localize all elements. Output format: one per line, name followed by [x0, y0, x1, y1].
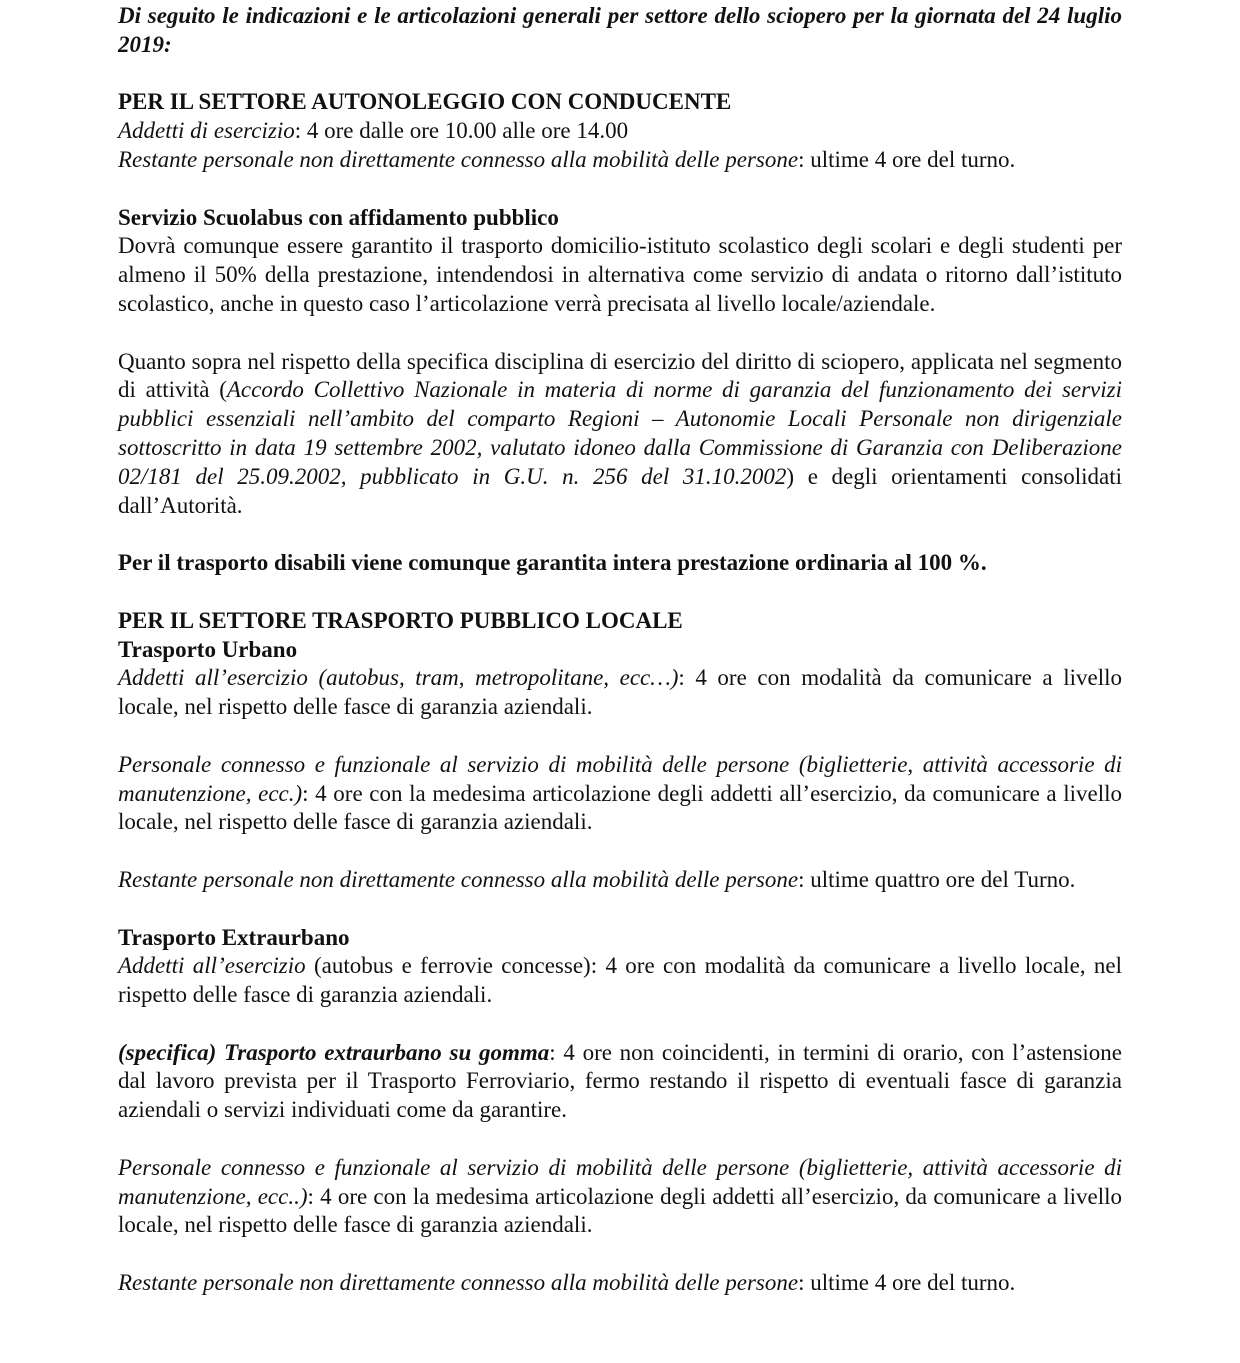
scuolabus-paragraph: Dovrà comunque essere garantito il trasporto domicilio-istituto scolastico degli scolari e degli studenti per almeno il 50% della prestazione, intendendosi in alternativa come servizio di andata o ritorno dall’istituto scolastico, anche in questo caso l’articolazione verrà precisata al livello locale/aziendale.	[118, 233, 1122, 316]
restante-text: : ultime 4 ore del turno.	[798, 1270, 1016, 1296]
quanto-paragraph	[118, 348, 1122, 521]
spacer	[118, 837, 1122, 866]
restante-text: : ultime 4 ore del turno.	[798, 146, 1016, 172]
spacer	[118, 319, 1122, 348]
restante-text: : ultime quattro ore del Turno.	[798, 866, 1076, 892]
subheading-scuolabus: Servizio Scuolabus con affidamento pubblico	[118, 204, 559, 230]
spacer	[118, 578, 1122, 607]
addetti-label: Addetti all’esercizio	[118, 953, 306, 979]
extraurbano-restante	[118, 1269, 1122, 1298]
specifica-label: Trasporto extraurbano su gomma	[224, 1039, 550, 1065]
document-page	[118, 2, 1122, 1298]
autonoleggio-addetti	[118, 117, 1122, 146]
spacer	[118, 1125, 1122, 1154]
restante-label: Restante personale non direttamente connesso alla mobilità delle persone	[118, 146, 799, 172]
urbano-addetti	[118, 664, 1122, 722]
restante-label: Restante personale non direttamente connesso alla mobilità delle persone	[118, 866, 799, 892]
connesso-label: Personale connesso e funzionale al servizio di mobilità delle persone (biglietterie, attività accessorie di manutenzione, ecc..)	[118, 1154, 1122, 1209]
addetti-text: (autobus e ferrovie concesse): 4 ore con modalità da comunicare a livello locale, nel rispetto delle fasce di garanzia aziendali.	[118, 953, 1122, 1008]
specifica-text: : 4 ore non coincidenti, in termini di orario, con l’astensione dal lavoro prevista per il Trasporto Ferroviario, fermo restando il rispetto di eventuali fasce di garanzia aziendali o servizi individuati come da garantire.	[118, 1039, 1123, 1123]
addetti-label: Addetti di esercizio	[118, 118, 295, 144]
section-heading-tpl: PER IL SETTORE TRASPORTO PUBBLICO LOCALE	[118, 607, 683, 633]
connesso-label: Personale connesso e funzionale al servizio di mobilità delle persone (biglietterie, attività accessorie di manutenzione, ecc.)	[118, 751, 1122, 806]
quanto-text-b: ) e degli orientamenti consolidati dall’Autorità.	[118, 463, 1122, 518]
connesso-text: : 4 ore con la medesima articolazione degli addetti all’esercizio, da comunicare a livello locale, nel rispetto delle fasce di garanzia aziendali.	[118, 780, 1122, 835]
addetti-text: : 4 ore con modalità da comunicare a livello locale, nel rispetto delle fasce di garanzia aziendali.	[118, 665, 1122, 720]
spacer	[118, 1010, 1122, 1039]
spacer	[118, 175, 1122, 204]
spacer	[118, 895, 1122, 924]
urbano-connesso	[118, 751, 1122, 837]
urbano-restante	[118, 866, 1122, 895]
specifica-prefix: (specifica)	[118, 1039, 217, 1065]
intro-paragraph: Di seguito le indicazioni e le articolazioni generali per settore dello sciopero per la giornata del 24 luglio 2019:	[118, 3, 1122, 57]
restante-label: Restante personale non direttamente connesso alla mobilità delle persone	[118, 1270, 799, 1296]
subheading-extraurbano: Trasporto Extraurbano	[118, 924, 350, 950]
spacer	[118, 520, 1122, 549]
spacer	[118, 1240, 1122, 1269]
quanto-text-a: Quanto sopra nel rispetto della specifica disciplina di esercizio del diritto di sciopero, applicata nel segmento di attività (	[118, 348, 1122, 403]
section-heading-autonoleggio: PER IL SETTORE AUTONOLEGGIO CON CONDUCENTE	[118, 89, 732, 115]
subheading-urbano: Trasporto Urbano	[118, 636, 298, 662]
addetti-text: : 4 ore dalle ore 10.00 alle ore 14.00	[294, 118, 629, 144]
autonoleggio-restante	[118, 146, 1122, 175]
spacer	[118, 60, 1122, 89]
disabili-statement: Per il trasporto disabili viene comunque garantita intera prestazione ordinaria al 100 %.	[118, 550, 987, 576]
extraurbano-addetti	[118, 952, 1122, 1010]
addetti-label: Addetti all’esercizio (autobus, tram, metropolitane, ecc…)	[118, 665, 679, 691]
extraurbano-connesso	[118, 1154, 1122, 1240]
connesso-text: : 4 ore con la medesima articolazione degli addetti all’esercizio, da comunicare a livello locale, nel rispetto delle fasce di garanzia aziendali.	[118, 1183, 1123, 1238]
extraurbano-specifica	[118, 1039, 1122, 1125]
accordo-reference: Accordo Collettivo Nazionale in materia di norme di garanzia del funzionamento dei servizi pubblici essenziali nell’ambito del comparto Regioni – Autonomie Locali Personale non dirigenziale sottoscritto in data 19 settembre 2002, valutato idoneo dalla Commissione di Garanzia con Deliberazione 02/181 del 25.09.2002, pubblicato in G.U. n. 256 del 31.10.2002	[118, 377, 1122, 489]
spacer	[118, 722, 1122, 751]
